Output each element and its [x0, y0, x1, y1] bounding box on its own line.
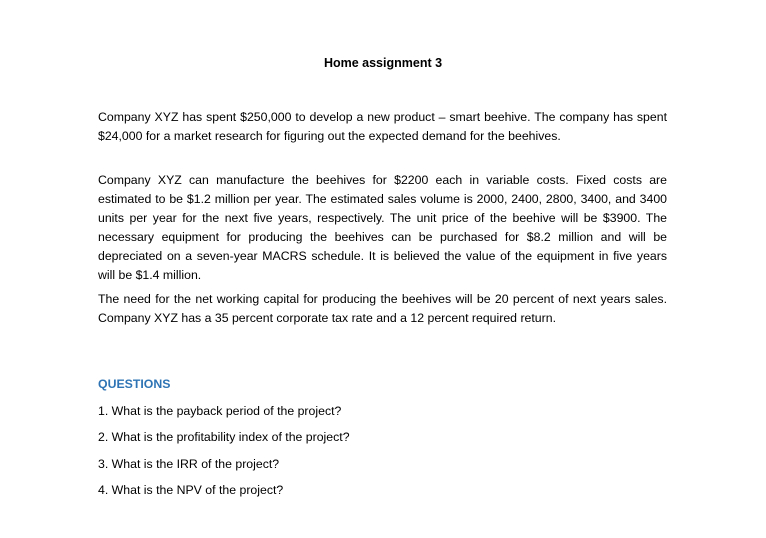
question-item: 1. What is the payback period of the project?	[98, 404, 342, 418]
question-item: 4. What is the NPV of the project?	[98, 483, 284, 497]
questions-heading: QUESTIONS	[98, 377, 171, 391]
question-item: 2. What is the profitability index of the project?	[98, 430, 350, 444]
question-item: 3. What is the IRR of the project?	[98, 457, 280, 471]
paragraph-development-costs: Company XYZ has spent $250,000 to develop a new product – smart beehive. The company has spent $24,000 for a market research for figuring out the expected demand for the beehives.	[98, 110, 667, 143]
paragraph-working-capital: The need for the net working capital for producing the beehives will be 20 percent of next years sales. Company XYZ has a 35 percent corporate tax rate and a 12 percent required return.	[98, 292, 667, 325]
page-title: Home assignment 3	[323, 56, 443, 70]
paragraph-production-details: Company XYZ can manufacture the beehives for $2200 each in variable costs. Fixed costs are estimated to be $1.2 million per year. The estimated sales volume is 2000, 2400, 2800, 3400, and 3400 units per year for the next five years, respectively. The unit price of the beehive will be $3900. The necessary equipment for producing the beehives can be purchased for $8.2 million and will be depreciated on a seven-year MACRS schedule. It is believed the value of the equipment in five years will be $1.4 million.	[98, 173, 667, 282]
